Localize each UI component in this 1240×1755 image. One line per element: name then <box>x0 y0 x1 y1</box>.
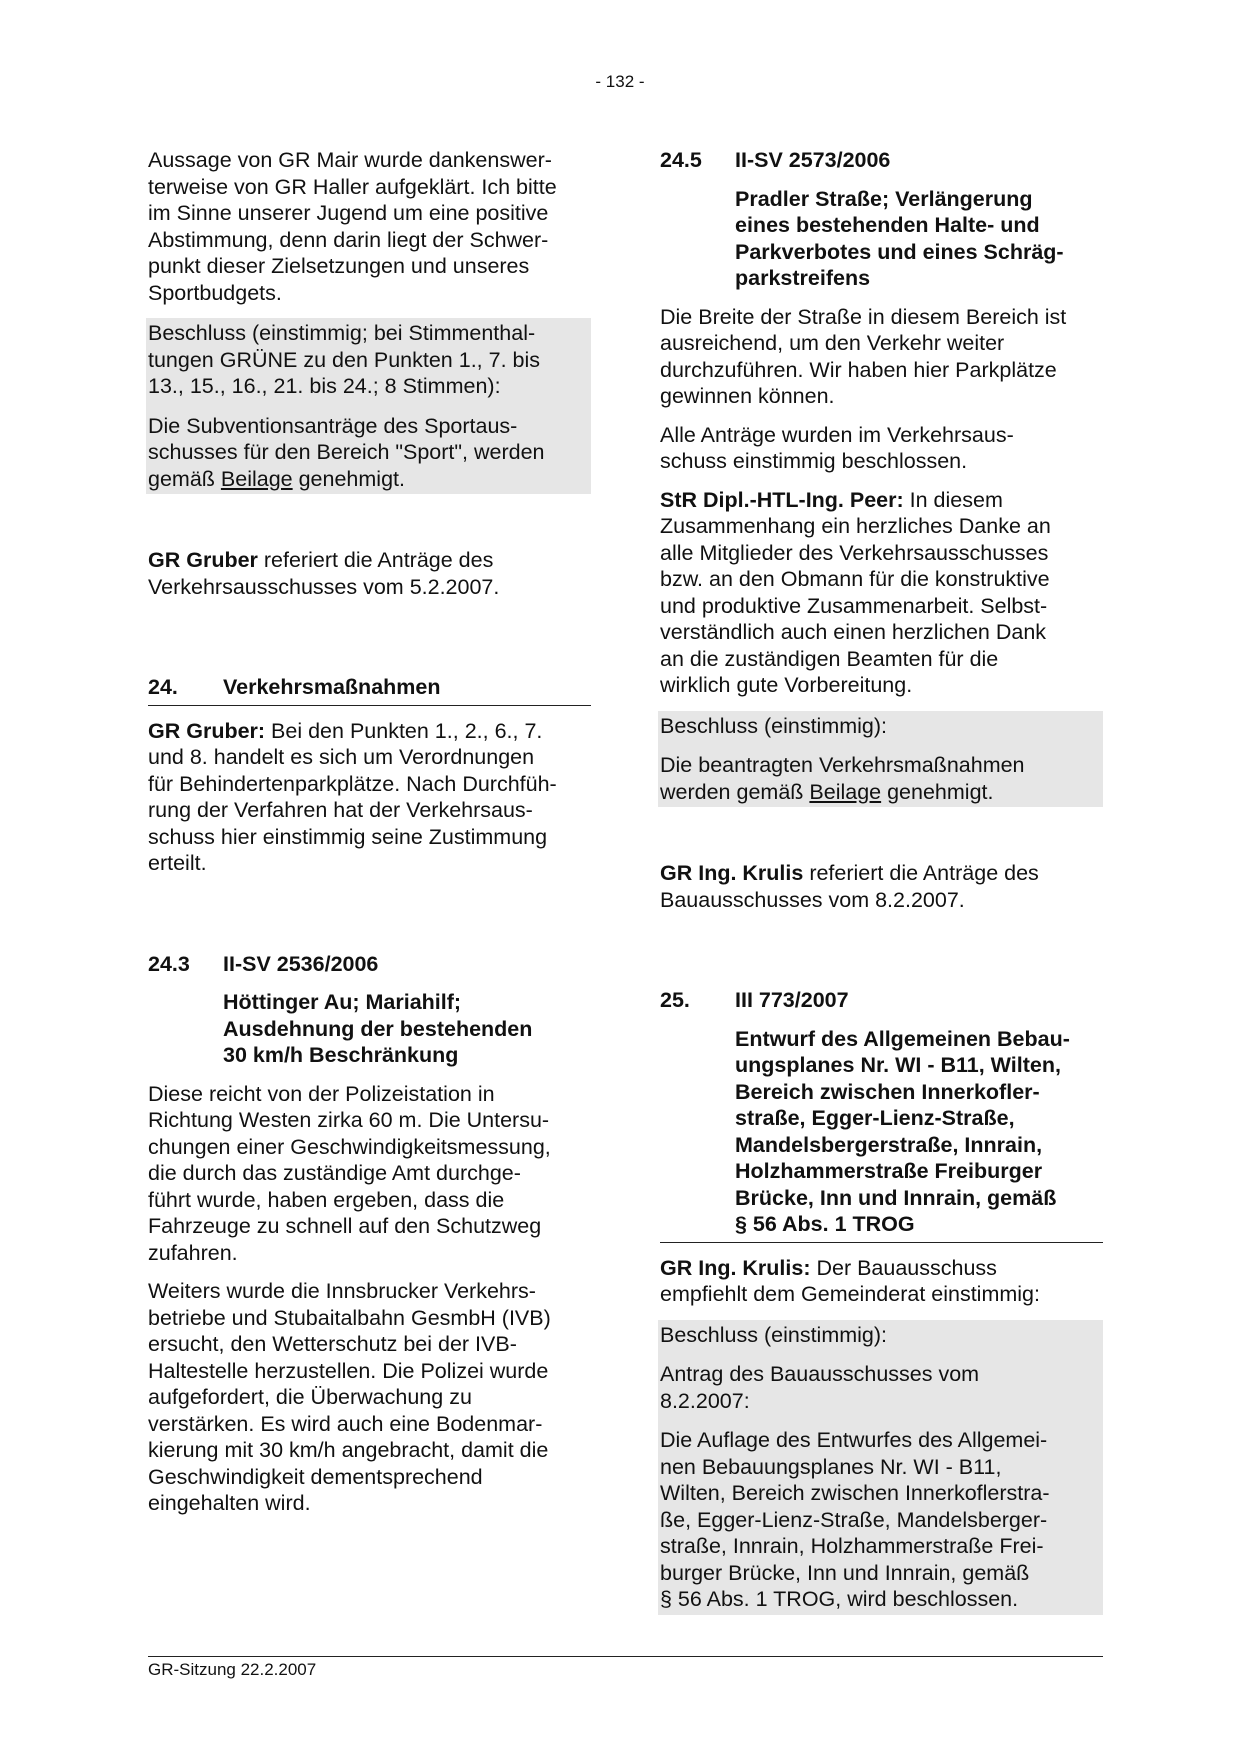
left-column <box>148 147 591 1517</box>
resolution-box-sport <box>146 318 591 494</box>
paragraph-road-width: Die Breite der Straße in diesem Bereich ist ausreichend, um den Verkehr weiter durchzuführen. Wir haben hier Parkplätze gewinnen können. <box>660 304 1067 408</box>
section-heading-24-3: 24.3 II-SV 2536/2006 <box>148 951 379 976</box>
speaker-name: GR Ing. Krulis: <box>660 1255 811 1280</box>
footer-text: GR-Sitzung 22.2.2007 <box>148 1660 317 1679</box>
page-number: - 132 - <box>595 72 645 91</box>
speaker-name: GR Gruber <box>148 548 258 572</box>
paragraph-committee: Alle Anträge wurden im Verkehrsaus- schuss einstimmig beschlossen. <box>660 422 1014 473</box>
beilage-link[interactable]: Beilage <box>809 779 882 804</box>
footer-divider <box>148 1656 1103 1657</box>
section-heading-25: 25. III 773/2007 <box>660 988 849 1012</box>
speaker-name: StR Dipl.-HTL-Ing. Peer: <box>660 487 904 512</box>
section-title-24-5: Pradler Straße; Verlängerung eines bestehenden Halte- und Parkverbotes und eines Schräg- parkstreifens <box>735 186 1064 290</box>
resolution-label: Beschluss (einstimmig): <box>660 1322 887 1347</box>
right-column <box>660 147 1103 1615</box>
peer-statement: StR Dipl.-HTL-Ing. Peer: In diesem Zusammenhang ein herzliches Danke an alle Mitglieder des Verkehrsausschusses bzw. an den Obmann für die konstruktive und produktive Zusammenarbeit. Selbst- verständlich auch einen herzlichen Dank an die zuständigen Beamten für die wirklich gute Vorbereitung. <box>660 487 1051 697</box>
krulis-referral: GR Ing. Krulis referiert die Anträge des Bauausschusses vom 8.2.2007. <box>660 861 1039 912</box>
section-heading-24-5: 24.5 II-SV 2573/2006 <box>660 148 891 172</box>
resolution-label: Beschluss (einstimmig): <box>660 713 887 738</box>
resolution-label: Beschluss (einstimmig; bei Stimmenthal- tungen GRÜNE zu den Punkten 1., 7. bis 13., 15., 16., 21. bis 24.; 8 Stimmen): <box>148 321 541 398</box>
paragraph-ivb: Weiters wurde die Innsbrucker Verkehrs- betriebe und Stubaitalbahn GesmbH (IVB) ersucht, den Wetterschutz bei der IVB- Haltestelle herzustellen. Die Polizei wurde aufgefordert, die Überwachung zu verstärken. Es wird auch eine Bodenmar- kierung mit 30 km/h angebracht, damit die Geschwindigkeit dementsprechend eingehalten wird. <box>148 1279 551 1515</box>
speaker-name: GR Gruber: <box>148 718 266 743</box>
resolution-text: Die beantragten Verkehrsmaßnahmen werden gemäß Beilage genehmigt. <box>660 753 1025 804</box>
speaker-name: GR Ing. Krulis <box>660 861 804 885</box>
resolution-box-building <box>658 1320 1103 1615</box>
section-title-25-wrap <box>660 1026 1103 1243</box>
section-title-25: Entwurf des Allgemeinen Bebau- ungsplanes Nr. WI - B11, Wilten, Bereich zwischen Innerkofler- straße, Egger-Lienz-Straße, Mandelsbergerstraße, Innrain, Holzhammerstraße Freiburger Brücke, Inn und Innrain, gemäß § 56 Abs. 1 TROG <box>735 1026 1070 1236</box>
resolution-text: Die Subventionsanträge des Sportaus- schusses für den Bereich "Sport", werden gemäß Beilage genehmigt. <box>148 413 545 491</box>
beilage-link[interactable]: Beilage <box>220 466 293 491</box>
section-heading-24: 24. Verkehrsmaßnahmen <box>148 674 591 706</box>
section-title-24-3: Höttinger Au; Mariahilf; Ausdehnung der bestehenden 30 km/h Beschränkung <box>223 990 533 1067</box>
resolution-box-traffic <box>658 711 1103 808</box>
gruber-referral: GR Gruber referiert die Anträge des Verkehrsausschusses vom 5.2.2007. <box>148 548 500 599</box>
resolution-text: Die Auflage des Entwurfes des Allgemei- nen Bebauungsplanes Nr. WI - B11, Wilten, Bereich zwischen Innerkoflerstra- ße, Egger-Lienz-Straße, Mandelsberger- straße, Innrain, Holzhammerstraße Frei- burger Brücke, Inn und Innrain, gemäß § 56 Abs. 1 TROG, wird beschlossen. <box>660 1428 1050 1611</box>
motion-label: Antrag des Bauausschusses vom 8.2.2007: <box>660 1362 980 1413</box>
krulis-statement: GR Ing. Krulis: Der Bauausschuss empfiehlt dem Gemeinderat einstimmig: <box>660 1255 1040 1306</box>
paragraph-police-station: Diese reicht von der Polizeistation in Richtung Westen zirka 60 m. Die Untersu- chungen einer Geschwindigkeitsmessung, die durch das zuständige Amt durchge- führt wurde, haben ergeben, dass die Fahrzeuge zu schnell auf den Schutzweg zufahren. <box>148 1081 551 1265</box>
intro-paragraph: Aussage von GR Mair wurde dankenswer- terweise von GR Haller aufgeklärt. Ich bitte im Sinne unserer Jugend um eine positive Abstimmung, denn darin liegt der Schwer- punkt dieser Zielsetzungen und unseres Sportbudgets. <box>148 148 557 305</box>
gruber-statement: GR Gruber: Bei den Punkten 1., 2., 6., 7. und 8. handelt es sich um Verordnungen für Behindertenparkplätze. Nach Durchfüh- rung der Verfahren hat der Verkehrsaus- schuss hier einstimmig seine Zustimmung erteilt. <box>148 718 557 875</box>
